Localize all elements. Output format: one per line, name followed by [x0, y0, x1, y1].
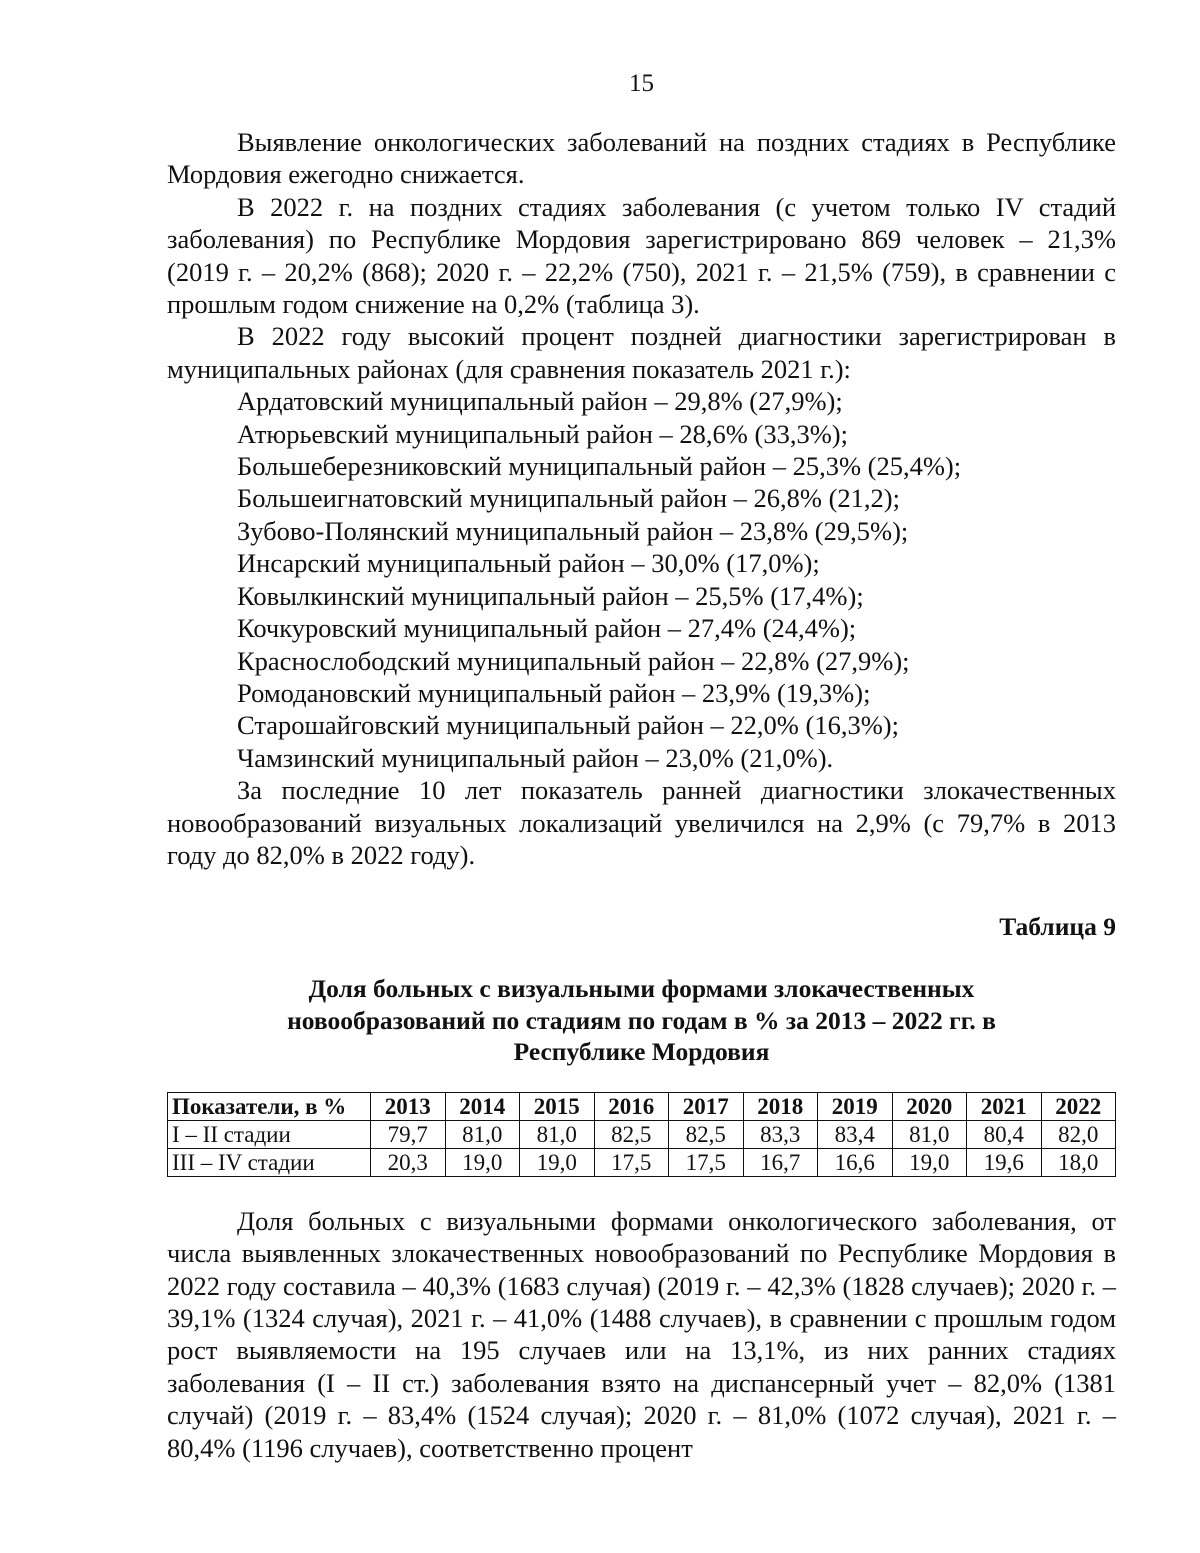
table-cell: 80,4: [967, 1120, 1042, 1148]
table-cell: 83,4: [818, 1120, 893, 1148]
header-cell: 2014: [445, 1092, 520, 1120]
table-cell: 19,0: [445, 1148, 520, 1176]
paragraph-late-stage-trend: Выявление онкологических заболеваний на поздних стадиях в Республике Мордовия ежегодно снижается.: [167, 127, 1116, 190]
row-label: I – II стадии: [168, 1120, 371, 1148]
header-cell: 2015: [520, 1092, 595, 1120]
table-cell: 17,5: [594, 1148, 669, 1176]
table-cell: 19,6: [967, 1148, 1042, 1176]
table-cell: 82,5: [594, 1120, 669, 1148]
header-cell: 2013: [371, 1092, 446, 1120]
table-label: Таблица 9: [999, 912, 1116, 942]
table-cell: 18,0: [1041, 1148, 1116, 1176]
table-cell: 79,7: [371, 1120, 446, 1148]
header-cell: 2018: [743, 1092, 818, 1120]
table-cell: 83,3: [743, 1120, 818, 1148]
table-cell: 20,3: [371, 1148, 446, 1176]
table-cell: 81,0: [892, 1120, 967, 1148]
header-cell: 2022: [1041, 1092, 1116, 1120]
table-cell: 19,0: [892, 1148, 967, 1176]
header-cell: 2020: [892, 1092, 967, 1120]
list-item: Старошайговский муниципальный район – 22,0% (16,3%);: [237, 710, 899, 741]
table-row: [168, 1120, 1116, 1148]
table-cell: 82,5: [669, 1120, 744, 1148]
header-cell: 2017: [669, 1092, 744, 1120]
table-cell: 17,5: [669, 1148, 744, 1176]
list-item: Ардатовский муниципальный район – 29,8% (27,9%);: [237, 386, 843, 417]
table-cell: 82,0: [1041, 1120, 1116, 1148]
paragraph-ten-years: За последние 10 лет показатель ранней диагностики злокачественных новообразований визуальных локализаций увеличился на 2,9% (с 79,7% в 2013 году до 82,0% в 2022 году).: [167, 775, 1116, 870]
row-label: III – IV стадии: [168, 1148, 371, 1176]
list-item: Ромодановский муниципальный район – 23,9% (19,3%);: [237, 677, 871, 708]
page-number: 15: [629, 70, 654, 97]
district-list: [167, 385, 1116, 774]
paragraph-visual-forms: Доля больных с визуальными формами онкологического заболевания, от числа выявленных злокачественных новообразований по Республике Мордовия в 2022 году составила – 40,3% (1683 случая) (2019 г. – 42,3% (1828 случаев); 2020 г. – 39,1% (1324 случая), 2021 г. – 41,0% (1488 случаев), в сравнении с прошлым годом рост выявляемости на 195 случаев или на 13,1%, из них ранних стадиях заболевания (I – II ст.) заболевания взято на диспансерный учет – 82,0% (1381 случай) (2019 г. – 83,4% (1524 случая); 2020 г. – 81,0% (1072 случая), 2021 г. – 80,4% (1196 случаев), соответственно процент: [167, 1205, 1116, 1463]
header-cell: 2016: [594, 1092, 669, 1120]
list-item: Кочкуровский муниципальный район – 27,4% (24,4%);: [237, 613, 857, 644]
document-page: [167, 68, 1116, 1464]
list-item: Большеберезниковский муниципальный район – 25,3% (25,4%);: [237, 451, 962, 482]
table-header-row: [168, 1092, 1116, 1120]
list-item: Ковылкинский муниципальный район – 25,5% (17,4%);: [237, 580, 864, 611]
header-cell: 2021: [967, 1092, 1042, 1120]
list-item: Краснослободский муниципальный район – 22,8% (27,9%);: [237, 645, 910, 676]
table-cell: 16,7: [743, 1148, 818, 1176]
table-title: Доля больных с визуальными формами злокачественных новообразований по стадиям по годам в % за 2013 – 2022 гг. в Республике Мордовия: [287, 974, 996, 1067]
list-item: Чамзинский муниципальный район – 23,0% (21,0%).: [237, 742, 834, 773]
stages-table: [167, 1092, 1116, 1177]
header-cell: Показатели, в %: [168, 1092, 371, 1120]
list-item: Большеигнатовский муниципальный район – 26,8% (21,2);: [237, 483, 900, 514]
list-item: Атюрьевский муниципальный район – 28,6% (33,3%);: [237, 418, 848, 449]
table-cell: 19,0: [520, 1148, 595, 1176]
paragraph-2022-late-stage: В 2022 г. на поздних стадиях заболевания (с учетом только IV стадий заболевания) по Республике Мордовия зарегистрировано 869 человек – 21,3% (2019 г. – 20,2% (868); 2020 г. – 22,2% (750), 2021 г. – 21,5% (759), в сравнении с прошлым годом снижение на 0,2% (таблица 3).: [167, 191, 1116, 320]
paragraph-districts-intro: В 2022 году высокий процент поздней диагностики зарегистрирован в муниципальных районах (для сравнения показатель 2021 г.):: [167, 321, 1116, 384]
table-row: [168, 1148, 1116, 1176]
table-cell: 81,0: [520, 1120, 595, 1148]
list-item: Инсарский муниципальный район – 30,0% (17,0%);: [237, 548, 820, 579]
table-cell: 16,6: [818, 1148, 893, 1176]
header-cell: 2019: [818, 1092, 893, 1120]
table-cell: 81,0: [445, 1120, 520, 1148]
list-item: Зубово-Полянский муниципальный район – 23,8% (29,5%);: [237, 515, 909, 546]
